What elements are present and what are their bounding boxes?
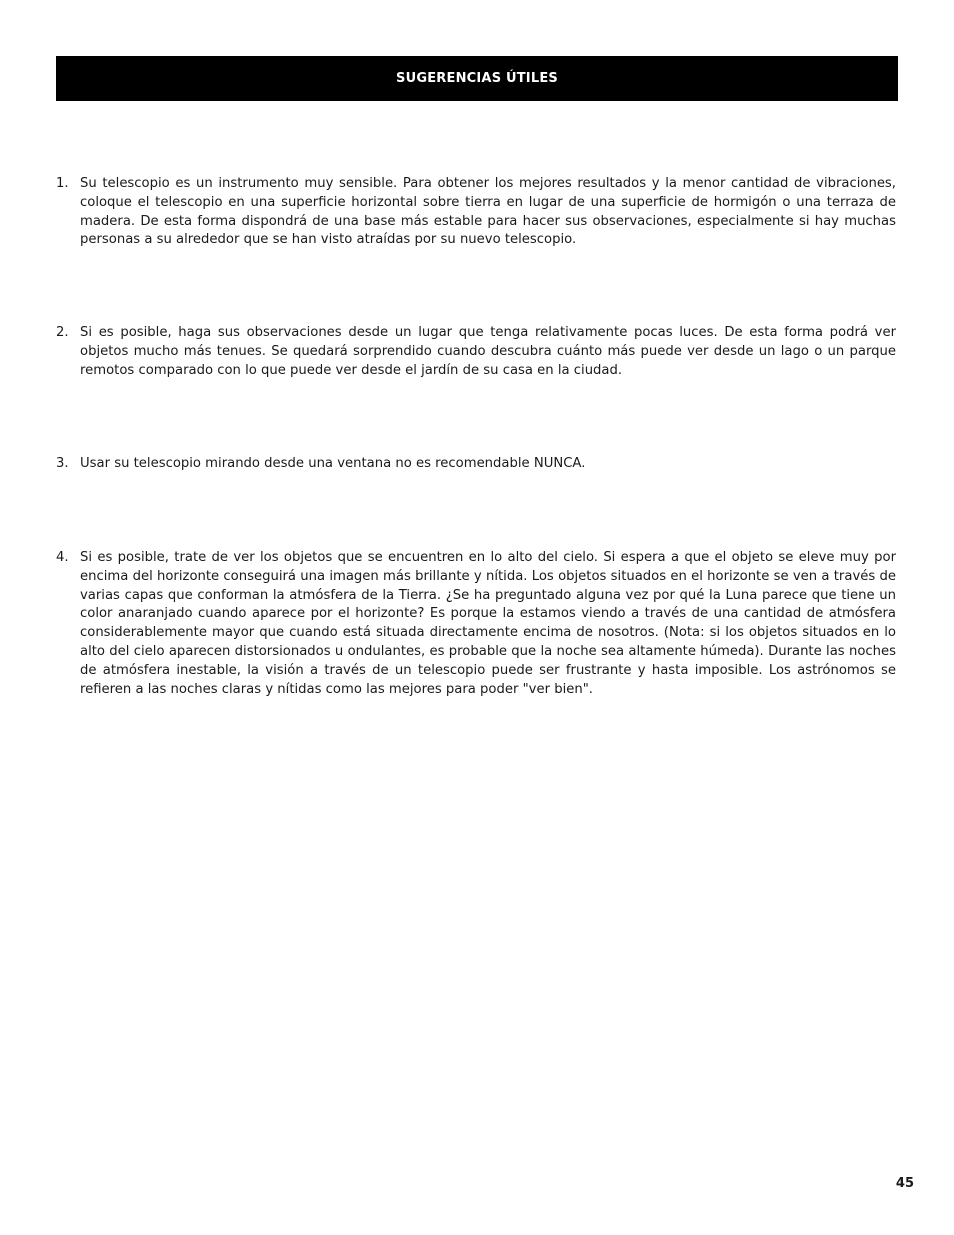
tip-text: Su telescopio es un instrumento muy sensible. Para obtener los mejores resultados y la menor cantidad de vibraciones, coloque el telescopio en una superficie horizontal sobre tierra en lugar de una superficie de hormigón o una terraza de madera. De esta forma dispondrá de una base más estable para hacer sus observaciones, especialmente si hay muchas personas a su alrededor que se han visto atraídas por su nuevo telescopio. bbox=[80, 176, 896, 248]
tip-number: 4. bbox=[56, 550, 69, 565]
tip-number: 3. bbox=[56, 456, 69, 471]
page-number: 45 bbox=[895, 1176, 914, 1191]
section-title: SUGERENCIAS ÚTILES bbox=[396, 71, 558, 86]
tip-text: Usar su telescopio mirando desde una ventana no es recomendable NUNCA. bbox=[80, 456, 586, 471]
tip-item-1 bbox=[56, 175, 896, 250]
tip-number: 2. bbox=[56, 325, 69, 340]
tip-item-4 bbox=[56, 549, 896, 699]
tip-text: Si es posible, haga sus observaciones desde un lugar que tenga relativamente pocas luces. De esta forma podrá ver objetos mucho más tenues. Se quedará sorprendido cuando descubra cuánto más puede ver desde un lago o un parque remotos comparado con lo que puede ver desde el jardín de su casa en la ciudad. bbox=[80, 325, 896, 378]
tip-text: Si es posible, trate de ver los objetos que se encuentren en lo alto del cielo. Si espera a que el objeto se eleve muy por encima del horizonte conseguirá una imagen más brillante y nítida. Los objetos situados en el horizonte se ven a través de varias capas que conforman la atmósfera de la Tierra. ¿Se ha preguntado alguna vez por qué la Luna parece que tiene un color anaranjado cuando aparece por el horizonte? Es porque la estamos viendo a través de una cantidad de atmósfera considerablemente mayor que cuando está situada directamente encima de nosotros. (Nota: si los objetos situados en lo alto del cielo aparecen distorsionados u ondulantes, es probable que la noche sea altamente húmeda). Durante las noches de atmósfera inestable, la visión a través de un telescopio puede ser frustrante y hasta imposible. Los astrónomos se refieren a las noches claras y nítidas como las mejores para poder "ver bien". bbox=[80, 550, 896, 697]
tip-item-3 bbox=[56, 455, 896, 474]
tip-number: 1. bbox=[56, 176, 69, 191]
section-header-bar bbox=[56, 56, 898, 101]
tip-item-2 bbox=[56, 324, 896, 380]
